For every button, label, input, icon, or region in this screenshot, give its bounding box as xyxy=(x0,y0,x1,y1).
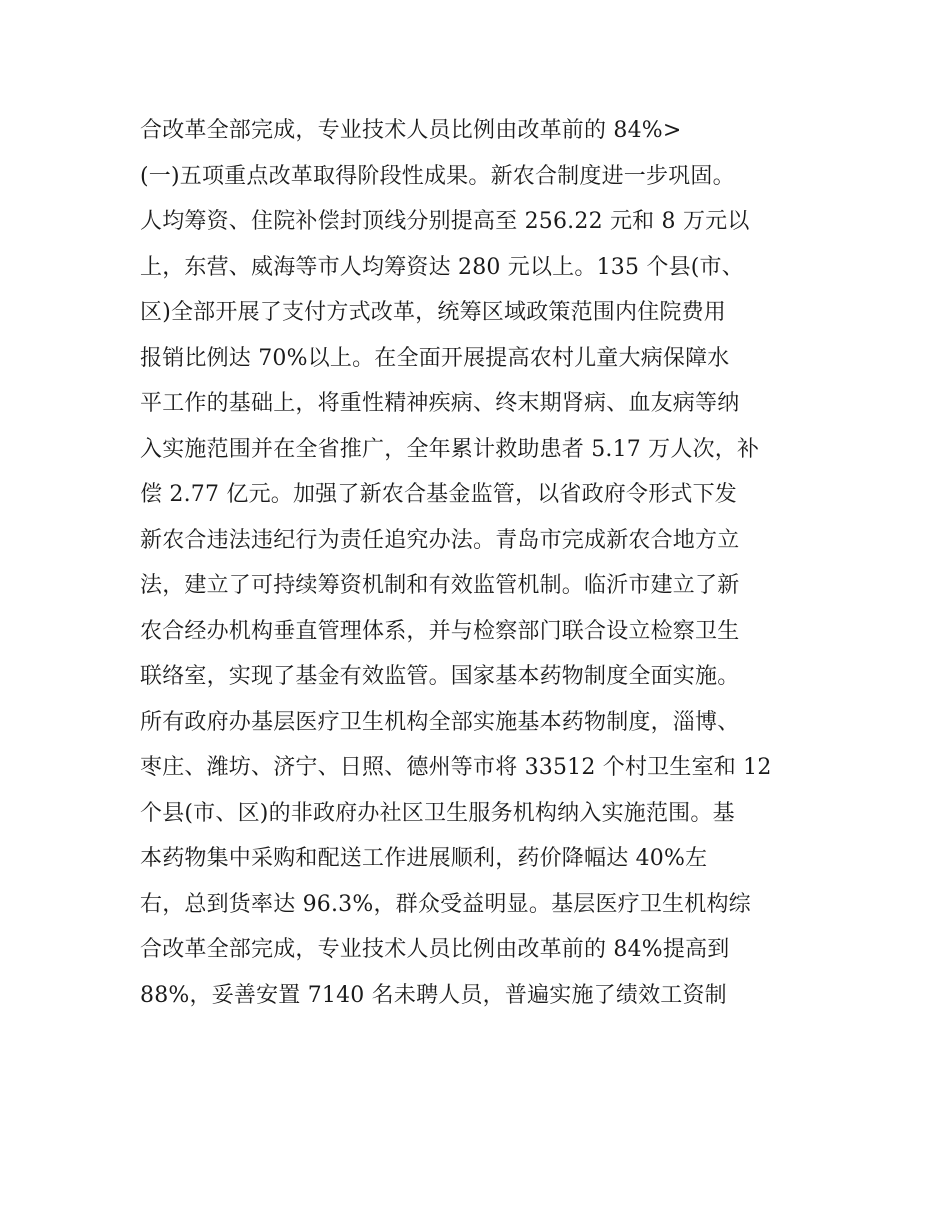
text-line: 合改革全部完成，专业技术人员比例由改革前的 84%> xyxy=(140,118,682,143)
text-line: 偿 2.77 亿元。加强了新农合基金监管，以省政府令形式下发 xyxy=(140,482,737,507)
text-line: 右，总到货率达 96.3%，群众受益明显。基层医疗卫生机构综 xyxy=(140,891,751,917)
text-line: (一)五项重点改革取得阶段性成果。新农合制度进一步巩固。 xyxy=(140,163,735,189)
body-text xyxy=(140,108,830,1018)
text-line: 法，建立了可持续筹资机制和有效监管机制。临沂市建立了新 xyxy=(140,573,740,598)
text-line: 上，东营、威海等市人均筹资达 280 元以上。135 个县(市、 xyxy=(140,254,744,280)
text-line: 区)全部开展了支付方式改革，统筹区域政策范围内住院费用 xyxy=(140,300,726,325)
text-line: 联络室，实现了基金有效监管。国家基本药物制度全面实施。 xyxy=(140,664,740,689)
text-line: 新农合违法违纪行为责任追究办法。青岛市完成新农合地方立 xyxy=(140,527,740,553)
text-line: 入实施范围并在全省推广，全年累计救助患者 5.17 万人次，补 xyxy=(140,436,760,462)
text-line: 88%，妥善安置 7140 名未聘人员，普遍实施了绩效工资制 xyxy=(140,982,727,1008)
text-line: 人均筹资、住院补偿封顶线分别提高至 256.22 元和 8 万元以 xyxy=(140,209,750,234)
text-line: 本药物集中采购和配送工作进展顺利，药价降幅达 40%左 xyxy=(140,846,708,871)
text-line: 报销比例达 70%以上。在全面开展提高农村儿童大病保障水 xyxy=(140,345,730,371)
text-line: 枣庄、潍坊、济宁、日照、德州等市将 33512 个村卫生室和 12 xyxy=(140,755,772,780)
text-line: 个县(市、区)的非政府办社区卫生服务机构纳入实施范围。基 xyxy=(140,800,735,826)
text-line: 所有政府办基层医疗卫生机构全部实施基本药物制度，淄博、 xyxy=(140,709,740,735)
text-line: 平工作的基础上，将重性精神疾病、终末期肾病、血友病等纳 xyxy=(140,391,740,416)
text-line: 合改革全部完成，专业技术人员比例由改革前的 84%提高到 xyxy=(140,937,730,962)
text-line: 农合经办机构垂直管理体系，并与检察部门联合设立检察卫生 xyxy=(140,618,740,644)
